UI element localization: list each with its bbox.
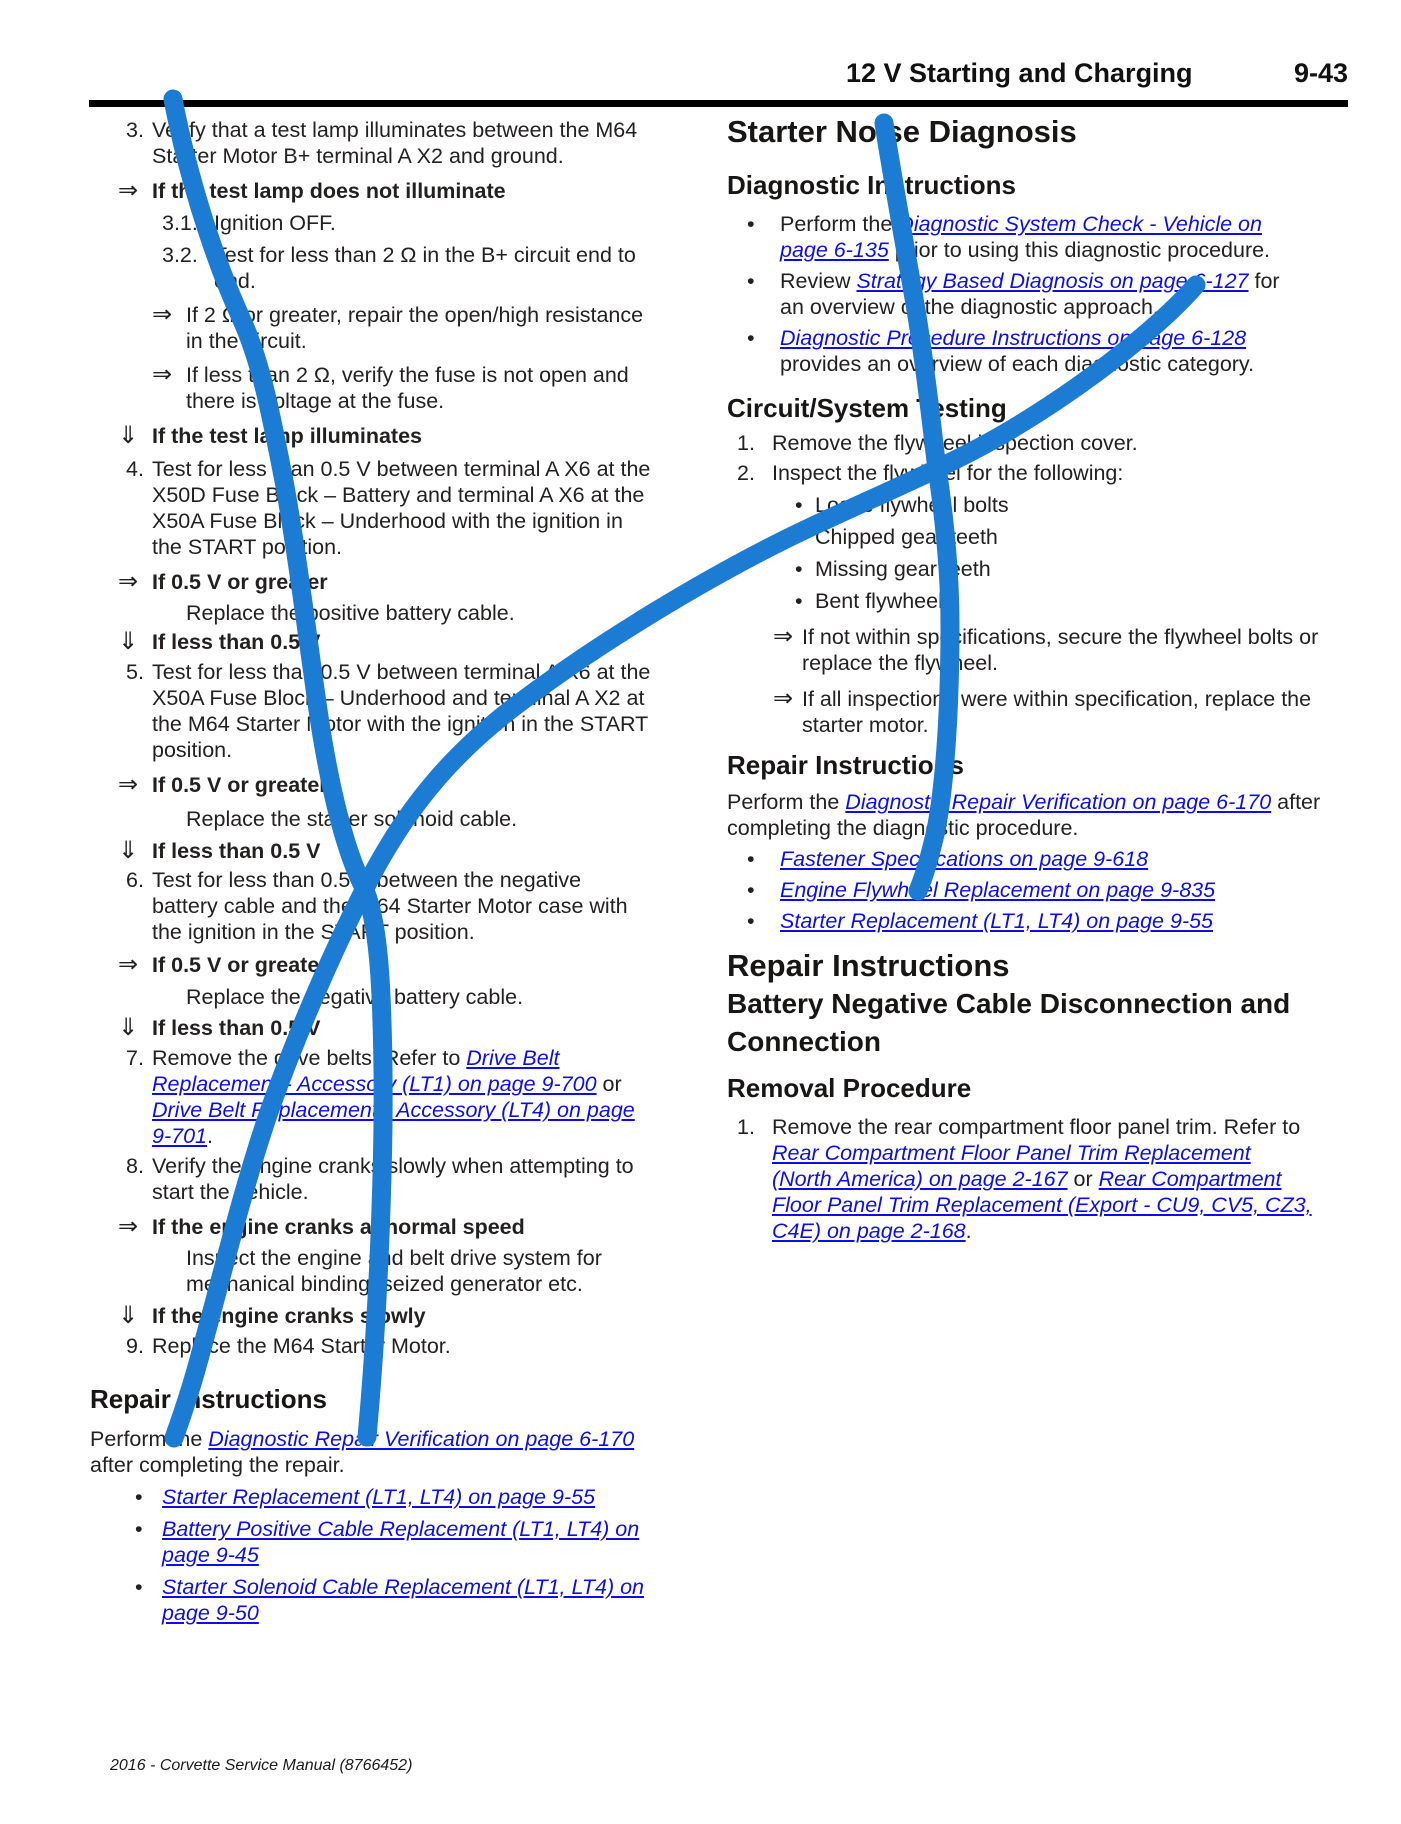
step-number: 3. (126, 118, 144, 142)
list-item (727, 268, 1280, 320)
diagnostic-instructions-heading: Diagnostic Instructions (727, 170, 1016, 200)
condition-not-within-spec (727, 624, 1332, 676)
footer-text: 2016 - Corvette Service Manual (8766452) (110, 1757, 413, 1774)
link-engine-flywheel-replacement[interactable]: Engine Flywheel Replacement on page 9-835 (780, 878, 1216, 902)
condition-6-greater (90, 952, 652, 978)
left-repair-paragraph (90, 1426, 652, 1478)
bullet-icon: • (747, 909, 755, 933)
double-arrow-right-icon: ⇒ (152, 360, 173, 388)
double-arrow-down-icon: ⇓ (118, 627, 139, 655)
list-item (727, 846, 1280, 872)
list-item (90, 1484, 645, 1510)
step-number: 2. (737, 461, 755, 485)
bullet-icon: • (795, 557, 803, 581)
paragraph-segment: Perform the (90, 1427, 209, 1451)
bullet-text: Missing gear teeth (815, 557, 991, 581)
link-diagnostic-procedure-instructions[interactable]: Diagnostic Procedure Instructions on page 6-128 (780, 326, 1247, 350)
condition-text: If the engine cranks at normal speed (152, 1215, 525, 1239)
list-item (727, 877, 1280, 903)
result-replace-positive-cable: Replace the positive battery cable. (186, 601, 515, 625)
right-repair-paragraph (727, 789, 1337, 841)
condition-text: If the engine cranks slowly (152, 1304, 426, 1328)
bullet-icon: • (747, 269, 755, 293)
paragraph-segment: after completing the repair. (90, 1453, 345, 1477)
bullet-text (780, 212, 1270, 262)
step-5 (90, 659, 652, 763)
substep-number: 3.1. (162, 211, 198, 235)
double-arrow-right-icon: ⇒ (118, 176, 139, 204)
double-arrow-right-icon: ⇒ (152, 300, 173, 328)
link-fastener-specifications[interactable]: Fastener Specifications on page 9-618 (780, 847, 1149, 871)
step-text-segment: or (596, 1072, 622, 1096)
step-text: Test for less than 0.5 V between the negative battery cable and the M64 Starter Motor case with the ignition in the START position. (152, 868, 628, 944)
step-text: Verify that a test lamp illuminates between the M64 Starter Motor B+ terminal A X2 and ground. (152, 118, 638, 168)
result-inspect-engine: Inspect the engine and belt drive system for mechanical binding, seized generator etc. (186, 1246, 602, 1296)
condition-text: If the test lamp does not illuminate (152, 179, 506, 203)
substep-text: Test for less than 2 Ω in the B+ circuit end to end. (214, 243, 636, 293)
condition-text: If not within specifications, secure the flywheel bolts or replace the flywheel. (802, 625, 1319, 675)
condition-text: If less than 2 Ω, verify the fuse is not open and there is voltage at the fuse. (186, 363, 629, 413)
step-text: Verify the engine cranks slowly when attempting to start the vehicle. (152, 1154, 634, 1204)
bullet-icon: • (135, 1517, 143, 1541)
substep-text: Ignition OFF. (214, 211, 336, 235)
bullet-segment: prior to using this diagnostic procedure. (888, 238, 1271, 262)
condition-within-spec (727, 686, 1332, 738)
step-number: 1. (737, 1115, 755, 1139)
step-number: 9. (126, 1334, 144, 1358)
step-number: 8. (126, 1154, 144, 1178)
condition-4-less (90, 629, 652, 655)
step-text (152, 1046, 635, 1148)
double-arrow-down-icon: ⇓ (118, 421, 139, 449)
step-text: Remove the flywheel inspection cover. (772, 431, 1138, 455)
circuit-step-1 (727, 430, 1312, 456)
bullet-icon: • (747, 212, 755, 236)
list-item (727, 556, 1348, 582)
bullet-segment: Perform the (780, 212, 899, 236)
step-text: Test for less than 0.5 V between terminal A X6 at the X50A Fuse Block – Underhood and terminal A X2 at the M64 Starter Motor with the ignition in the START position. (152, 660, 651, 762)
bullet-text: Chipped gear teeth (815, 525, 998, 549)
step-number: 7. (126, 1046, 144, 1070)
condition-text: If the test lamp illuminates (152, 424, 422, 448)
link-starter-replacement[interactable]: Starter Replacement (LT1, LT4) on page 9-55 (162, 1485, 596, 1509)
result-replace-negative-cable: Replace the negative battery cable. (186, 985, 524, 1009)
list-item (727, 588, 1348, 614)
condition-text: If all inspections were within specification, replace the starter motor. (802, 687, 1312, 737)
step-8 (90, 1153, 652, 1205)
condition-text: If less than 0.5 V (152, 1016, 321, 1040)
step-number: 4. (126, 457, 144, 481)
bullet-icon: • (795, 493, 803, 517)
step-text-segment: . (207, 1124, 213, 1148)
left-column (90, 112, 652, 1626)
double-arrow-right-icon: ⇒ (773, 622, 794, 650)
bullet-segment: for an overview of the diagnostic approach. (780, 269, 1280, 319)
link-diagnostic-system-check[interactable]: Diagnostic System Check - Vehicle on page 6-135 (780, 212, 1262, 262)
bullet-text (780, 326, 1254, 376)
step-6 (90, 867, 652, 945)
repair-instructions-section-heading: Repair Instructions (727, 948, 1010, 983)
link-floor-panel-trim-export[interactable]: Rear Compartment Floor Panel Trim Replacement (Export - CU9, CV5, CZ3, C4E) on page 2-168 (772, 1167, 1312, 1243)
step-4 (90, 456, 652, 560)
bullet-text: Loose flywheel bolts (815, 493, 1009, 517)
bullet-text: Bent flywheel (815, 589, 943, 613)
link-battery-positive-cable-replacement[interactable]: Battery Positive Cable Replacement (LT1, LT4) on page 9-45 (162, 1517, 640, 1567)
step-text-segment: or (1067, 1167, 1099, 1191)
double-arrow-right-icon: ⇒ (773, 684, 794, 712)
step-text-segment: . (965, 1219, 972, 1243)
header-rule (89, 100, 1348, 107)
double-arrow-down-icon: ⇓ (118, 836, 139, 864)
link-starter-solenoid-cable-replacement[interactable]: Starter Solenoid Cable Replacement (LT1, LT4) on page 9-50 (162, 1575, 645, 1625)
condition-text: If less than 0.5 V (152, 630, 321, 654)
step-text: Replace the M64 Starter Motor. (152, 1334, 451, 1358)
circuit-step-2 (727, 460, 1312, 486)
double-arrow-right-icon: ⇒ (118, 950, 139, 978)
link-floor-panel-trim-north-america[interactable]: Rear Compartment Floor Panel Trim Replacement (North America) on page 2-167 (772, 1141, 1251, 1191)
condition-text: If 0.5 V or greater (152, 953, 328, 977)
list-item (727, 325, 1280, 377)
list-item (727, 211, 1280, 263)
substep-number: 3.2. (162, 243, 198, 267)
bullet-icon: • (747, 878, 755, 902)
step-number: 1. (737, 431, 755, 455)
step-number: 6. (126, 868, 144, 892)
bullet-icon: • (747, 847, 755, 871)
step-number: 5. (126, 660, 144, 684)
left-repair-instructions-heading: Repair Instructions (90, 1384, 327, 1414)
link-strategy-based-diagnosis[interactable]: Strategy Based Diagnosis on page 6-127 (856, 269, 1249, 293)
step-text: Test for less than 0.5 V between terminal A X6 at the X50D Fuse Block – Battery and terminal A X6 at the X50A Fuse Block – Underhood with the ignition in the START position. (152, 457, 651, 559)
step-3-1 (90, 210, 652, 236)
double-arrow-down-icon: ⇓ (118, 1301, 139, 1329)
battery-negative-cable-heading: Battery Negative Cable Disconnection and Connection (727, 988, 1291, 1057)
right-column (727, 112, 1348, 1244)
header-page-number: 9-43 (1293, 58, 1348, 88)
condition-text: If 0.5 V or greater (152, 570, 328, 594)
link-diagnostic-repair-verification[interactable]: Diagnostic Repair Verification on page 6-170 (208, 1427, 635, 1451)
right-repair-instructions-heading: Repair Instructions (727, 750, 964, 780)
circuit-system-testing-heading: Circuit/System Testing (727, 393, 1007, 423)
header-section-title: 12 V Starting and Charging (846, 58, 1193, 88)
list-item (90, 1516, 645, 1568)
bullet-icon: • (795, 589, 803, 613)
condition-test-lamp-not-illuminate (90, 178, 652, 204)
step-text: Inspect the flywheel for the following: (772, 461, 1124, 485)
step-3-2 (90, 242, 652, 294)
list-item (90, 1574, 645, 1626)
condition-2ohm-greater (90, 302, 652, 354)
double-arrow-right-icon: ⇒ (118, 770, 139, 798)
bullet-segment: Review (780, 269, 857, 293)
list-item (727, 908, 1280, 934)
step-text-segment: Remove the drive belts. Refer to (152, 1046, 467, 1070)
bullet-icon: • (747, 326, 755, 350)
step-7 (90, 1045, 652, 1149)
bullet-icon: • (795, 525, 803, 549)
bullet-text (780, 269, 1280, 319)
double-arrow-right-icon: ⇒ (118, 1212, 139, 1240)
list-item (727, 524, 1348, 550)
result-replace-solenoid-cable: Replace the starter solenoid cable. (186, 807, 518, 831)
step-text-segment: Remove the rear compartment floor panel trim. Refer to (772, 1115, 1301, 1139)
condition-text: If less than 0.5 V (152, 839, 321, 863)
removal-step-1 (727, 1114, 1313, 1244)
step-3 (90, 117, 652, 169)
link-starter-replacement[interactable]: Starter Replacement (LT1, LT4) on page 9-55 (780, 909, 1214, 933)
condition-text: If 2 Ω or greater, repair the open/high resistance in the circuit. (186, 303, 644, 353)
bullet-icon: • (135, 1575, 143, 1599)
double-arrow-right-icon: ⇒ (118, 567, 139, 595)
condition-4-greater (90, 569, 652, 595)
starter-noise-diagnosis-heading: Starter Noise Diagnosis (727, 114, 1077, 149)
page-header (846, 58, 1348, 88)
condition-2ohm-less (90, 362, 652, 414)
removal-procedure-heading: Removal Procedure (727, 1073, 972, 1103)
condition-test-lamp-illuminates (90, 423, 652, 449)
step-text (772, 1115, 1312, 1243)
paragraph-segment: after completing the diagnostic procedure. (727, 790, 1321, 840)
link-diagnostic-repair-verification[interactable]: Diagnostic Repair Verification on page 6-170 (845, 790, 1272, 814)
bullet-segment: provides an overview of each diagnostic category. (780, 352, 1255, 376)
link-drive-belt-replacement-lt1[interactable]: Drive Belt Replacement - Accessory (LT1) on page 9-700 (152, 1046, 597, 1096)
list-item (727, 492, 1348, 518)
condition-text: If 0.5 V or greater (152, 773, 328, 797)
link-drive-belt-replacement-lt4[interactable]: Drive Belt Replacement - Accessory (LT4) on page 9-701 (152, 1098, 635, 1148)
condition-cranks-slowly (90, 1303, 652, 1329)
double-arrow-down-icon: ⇓ (118, 1013, 139, 1041)
step-9 (90, 1333, 652, 1359)
bullet-icon: • (135, 1485, 143, 1509)
condition-5-greater (90, 772, 652, 798)
condition-cranks-normal-speed (90, 1214, 652, 1240)
condition-5-less (90, 838, 652, 864)
paragraph-segment: Perform the (727, 790, 846, 814)
condition-6-less (90, 1015, 652, 1041)
